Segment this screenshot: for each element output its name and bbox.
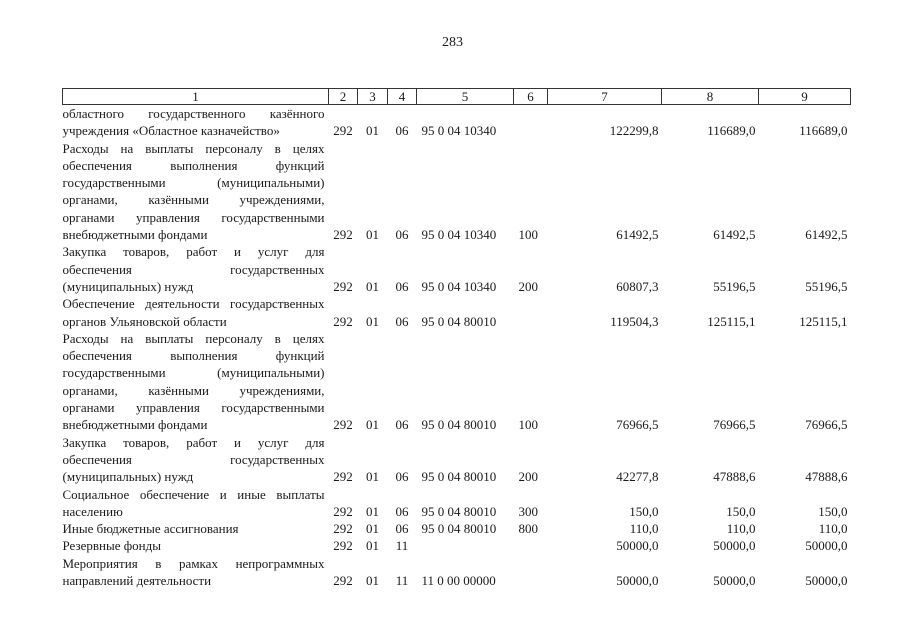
row-name-cell: областного государственного казённого учреждения «Областное казначейство»	[62, 106, 325, 139]
ministry-code-cell: 292	[333, 538, 353, 554]
amount-year2-cell: 76966,5	[713, 417, 756, 433]
table-row	[63, 555, 851, 590]
column-header: 2	[329, 89, 358, 105]
table-row	[63, 330, 851, 434]
amount-year1-cell: 122299,8	[609, 123, 659, 139]
target-article-cell: 95 0 04 10340	[421, 123, 497, 139]
column-header: 1	[63, 89, 329, 105]
section-code-cell: 01	[366, 123, 379, 139]
expense-type-cell: 100	[518, 417, 538, 433]
ministry-code-cell: 292	[333, 521, 353, 537]
amount-year2-cell: 50000,0	[713, 538, 756, 554]
column-header: 7	[548, 89, 662, 105]
table-row	[63, 434, 851, 486]
target-article-cell: 95 0 04 80010	[421, 417, 497, 433]
section-code-cell: 01	[366, 227, 379, 243]
subsection-code-cell: 06	[395, 503, 409, 519]
subsection-code-cell: 11	[395, 538, 409, 554]
subsection-code-cell: 11	[395, 573, 409, 589]
section-code-cell: 01	[366, 503, 379, 519]
ministry-code-cell: 292	[333, 503, 353, 519]
target-article-cell	[417, 537, 514, 554]
row-name-cell: Расходы на выплаты персоналу в целях обеспечения выполнения функций государственными (муниципальными) органами, казёнными учреждениями, органами управления государственными внебюджетными фондами	[62, 330, 325, 433]
table-row	[63, 295, 851, 330]
column-header: 6	[514, 89, 548, 105]
subsection-code-cell: 06	[395, 123, 409, 139]
subsection-code-cell: 06	[395, 469, 409, 485]
column-header: 8	[662, 89, 759, 105]
table-row	[63, 486, 851, 521]
subsection-code-cell: 06	[395, 278, 409, 294]
budget-table	[62, 88, 851, 589]
target-article-cell: 95 0 04 80010	[421, 469, 497, 485]
ministry-code-cell: 292	[333, 573, 353, 589]
section-code-cell: 01	[366, 469, 379, 485]
amount-year3-cell: 150,0	[818, 503, 848, 519]
section-code-cell: 01	[366, 538, 379, 554]
subsection-code-cell: 06	[395, 227, 409, 243]
target-article-cell: 95 0 04 80010	[421, 313, 497, 329]
row-name-cell: Социальное обеспечение и иные выплаты населению	[62, 486, 325, 519]
row-name-cell: Расходы на выплаты персоналу в целях обеспечения выполнения функций государственными (муниципальными) органами, казёнными учреждениями, органами управления государственными внебюджетными фондами	[62, 140, 325, 243]
amount-year3-cell: 55196,5	[805, 278, 848, 294]
expense-type-cell: 100	[518, 227, 538, 243]
table-header-row	[63, 89, 851, 105]
subsection-code-cell: 06	[395, 313, 409, 329]
amount-year2-cell: 110,0	[726, 521, 756, 537]
row-name-cell: Резервные фонды	[62, 538, 161, 554]
expense-type-cell	[514, 537, 548, 554]
amount-year1-cell: 110,0	[629, 521, 659, 537]
amount-year1-cell: 60807,3	[616, 278, 659, 294]
amount-year1-cell: 150,0	[629, 503, 659, 519]
target-article-cell: 95 0 04 80010	[421, 521, 497, 537]
amount-year1-cell: 50000,0	[616, 538, 659, 554]
row-name-cell: Закупка товаров, работ и услуг для обеспечения государственных (муниципальных) нужд	[62, 434, 325, 485]
amount-year1-cell: 61492,5	[616, 227, 659, 243]
row-name-cell: Обеспечение деятельности государственных органов Ульяновской области	[62, 296, 325, 329]
ministry-code-cell: 292	[333, 227, 353, 243]
target-article-cell: 11 0 00 00000	[421, 573, 496, 589]
section-code-cell: 01	[366, 278, 379, 294]
table-body	[63, 105, 851, 590]
amount-year3-cell: 110,0	[818, 521, 848, 537]
amount-year2-cell: 116689,0	[707, 123, 756, 139]
table-row	[63, 105, 851, 140]
row-name-cell: Иные бюджетные ассигнования	[62, 521, 239, 537]
amount-year2-cell: 55196,5	[713, 278, 756, 294]
amount-year3-cell: 116689,0	[799, 123, 848, 139]
column-header: 5	[417, 89, 514, 105]
expense-type-cell	[514, 295, 548, 330]
amount-year3-cell: 76966,5	[805, 417, 848, 433]
amount-year3-cell: 50000,0	[805, 538, 848, 554]
table-row	[63, 140, 851, 244]
section-code-cell: 01	[366, 417, 379, 433]
expense-type-cell	[514, 555, 548, 590]
expense-type-cell: 200	[518, 469, 538, 485]
target-article-cell: 95 0 04 10340	[421, 227, 497, 243]
amount-year3-cell: 50000,0	[805, 573, 848, 589]
table-row	[63, 243, 851, 295]
amount-year2-cell: 47888,6	[713, 469, 756, 485]
subsection-code-cell: 06	[395, 521, 409, 537]
target-article-cell: 95 0 04 80010	[421, 503, 497, 519]
section-code-cell: 01	[366, 573, 379, 589]
ministry-code-cell: 292	[333, 417, 353, 433]
section-code-cell: 01	[366, 521, 379, 537]
amount-year2-cell: 61492,5	[713, 227, 756, 243]
amount-year3-cell: 125115,1	[799, 313, 848, 329]
ministry-code-cell: 292	[333, 278, 353, 294]
amount-year2-cell: 125115,1	[707, 313, 756, 329]
amount-year3-cell: 61492,5	[805, 227, 848, 243]
page-number: 283	[442, 35, 463, 50]
section-code-cell: 01	[366, 313, 379, 329]
amount-year1-cell: 76966,5	[616, 417, 659, 433]
ministry-code-cell: 292	[333, 123, 353, 139]
expense-type-cell	[514, 105, 548, 140]
column-header: 4	[388, 89, 417, 105]
expense-type-cell: 800	[518, 521, 538, 537]
table-row	[63, 520, 851, 537]
column-header: 3	[358, 89, 388, 105]
amount-year1-cell: 119504,3	[610, 313, 659, 329]
row-name-cell: Мероприятия в рамках непрограммных направлений деятельности	[62, 555, 325, 589]
amount-year1-cell: 42277,8	[616, 469, 659, 485]
ministry-code-cell: 292	[333, 469, 353, 485]
row-name-cell: Закупка товаров, работ и услуг для обеспечения государственных (муниципальных) нужд	[62, 244, 325, 294]
expense-type-cell: 300	[518, 503, 538, 519]
amount-year3-cell: 47888,6	[805, 469, 848, 485]
amount-year1-cell: 50000,0	[616, 573, 659, 589]
table-row	[63, 537, 851, 554]
amount-year2-cell: 50000,0	[713, 573, 756, 589]
column-header: 9	[759, 89, 851, 105]
ministry-code-cell: 292	[333, 313, 353, 329]
expense-type-cell: 200	[518, 278, 538, 294]
subsection-code-cell: 06	[395, 417, 409, 433]
target-article-cell: 95 0 04 10340	[421, 278, 497, 294]
amount-year2-cell: 150,0	[726, 503, 756, 519]
